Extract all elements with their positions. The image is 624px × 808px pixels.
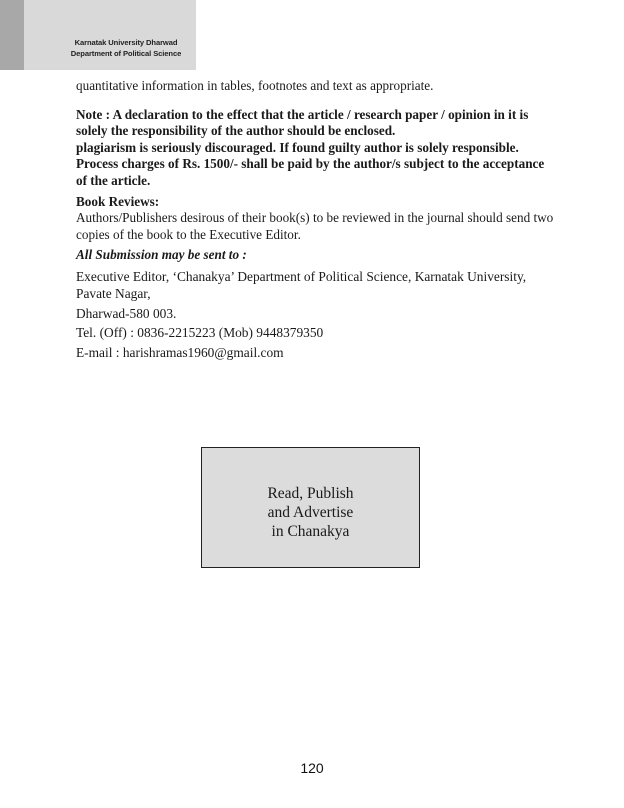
book-reviews-heading: Book Reviews: (76, 193, 160, 209)
header-department: Department of Political Science (70, 49, 182, 58)
note-charges: Process charges of Rs. 1500/- shall be paid by the author/s subject to the acceptance of the article. (76, 156, 545, 188)
advert-line-3: in Chanakya (271, 523, 350, 540)
submission-heading: All Submission may be sent to : (76, 247, 247, 263)
address-line-2: Dharwad-580 003. (76, 305, 177, 321)
page-content (76, 78, 558, 363)
advert-box (201, 447, 420, 568)
header-strip (0, 0, 24, 70)
note-plagiarism: plagiarism is seriously discouraged. If found guilty author is solely responsible. (76, 139, 519, 155)
advert-line-2: and Advertise (267, 504, 354, 521)
telephone-line: Tel. (Off) : 0836-2215223 (Mob) 9448379350 (76, 325, 324, 341)
page-number: 120 (300, 760, 324, 776)
email-line: E-mail : harishramas1960@gmail.com (76, 344, 284, 360)
book-reviews-text: Authors/Publishers desirous of their book(s) to be reviewed in the journal should send two copies of the book to the Executive Editor. (76, 210, 554, 242)
quantitative-line: quantitative information in tables, footnotes and text as appropriate. (76, 78, 434, 93)
header-block (0, 0, 196, 70)
advert-line-1: Read, Publish (267, 485, 354, 502)
header-text (56, 37, 196, 59)
header-university: Karnatak University Dharwad (74, 38, 178, 47)
address-block (76, 268, 558, 361)
note-declaration: Note : A declaration to the effect that the article / research paper / opinion in it is solely the responsibility of the author should be enclosed. (76, 106, 529, 139)
address-line-1: Executive Editor, ‘Chanakya’ Department of Political Science, Karnatak University, Pavate Nagar, (76, 268, 527, 302)
advert-text (202, 484, 419, 541)
